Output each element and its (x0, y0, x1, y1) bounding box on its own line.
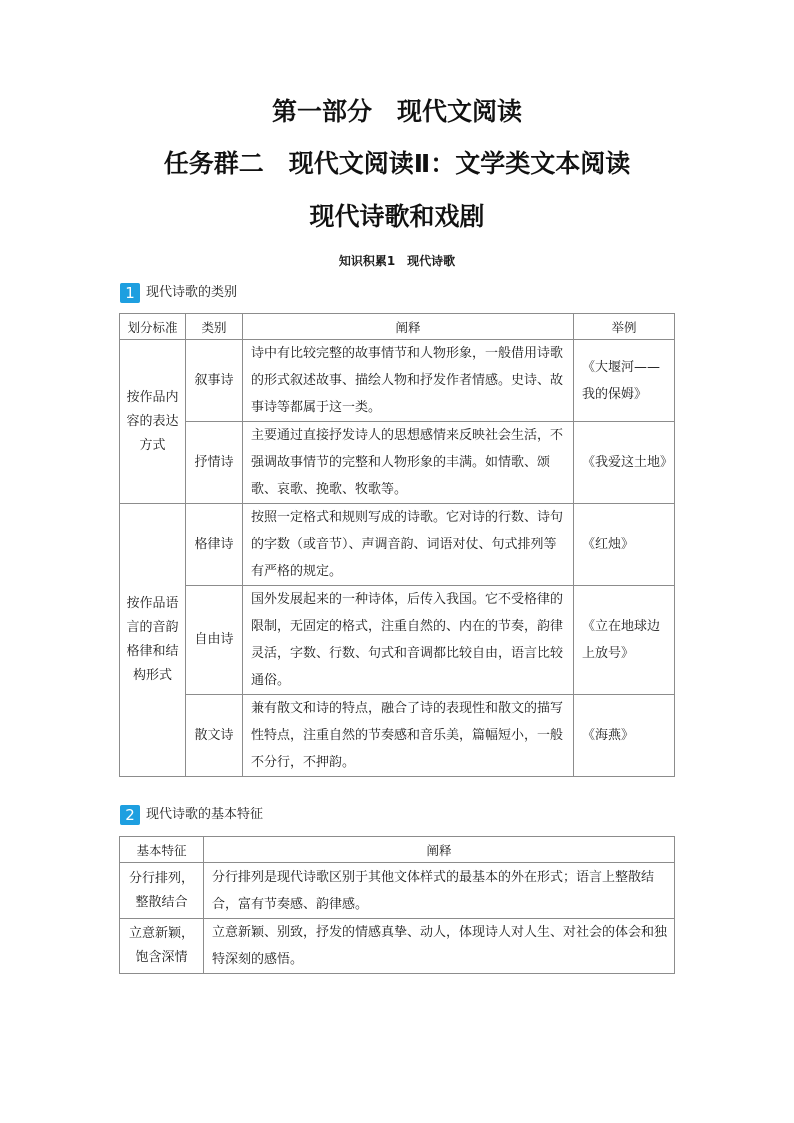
table-row (120, 504, 675, 586)
table-row (120, 586, 675, 695)
example-cell: 《大堰河——我的保姆》 (574, 340, 675, 422)
section1-title: 现代诗歌的类别 (146, 285, 238, 300)
description-cell: 主要通过直接抒发诗人的思想感情来反映社会生活，不强调故事情节的完整和人物形象的丰满。如情歌、颂歌、哀歌、挽歌、牧歌等。 (243, 422, 574, 504)
header-cell: 举例 (574, 314, 675, 340)
category-cell: 抒情诗 (186, 422, 243, 504)
criterion-cell: 按作品语言的音韵格律和结构形式 (120, 504, 186, 777)
example-cell: 《立在地球边上放号》 (574, 586, 675, 695)
description-cell: 立意新颖、别致，抒发的情感真挚、动人，体现诗人对人生、对社会的体会和独特深刻的感悟。 (204, 919, 675, 974)
section2-heading (120, 805, 263, 825)
example-cell: 《我爱这土地》 (574, 422, 675, 504)
header-cell: 阐释 (204, 837, 675, 863)
table-row (120, 340, 675, 422)
category-cell: 散文诗 (186, 695, 243, 777)
table-row (120, 863, 675, 919)
topic-title: 现代诗歌和戏剧 (309, 202, 485, 231)
category-cell: 自由诗 (186, 586, 243, 695)
header-cell: 类别 (186, 314, 243, 340)
task-group-title: 任务群二 现代文阅读Ⅱ：文学类文本阅读 (163, 149, 631, 178)
table-header-row (120, 837, 675, 863)
section1-number-badge: 1 (120, 283, 140, 303)
part-title: 第一部分 现代文阅读 (271, 97, 522, 126)
section1-heading (120, 283, 237, 303)
category-cell: 叙事诗 (186, 340, 243, 422)
description-cell: 诗中有比较完整的故事情节和人物形象，一般借用诗歌的形式叙述故事、描绘人物和抒发作者情感。史诗、故事诗等都属于这一类。 (243, 340, 574, 422)
example-cell: 《海燕》 (574, 695, 675, 777)
description-cell: 兼有散文和诗的特点，融合了诗的表现性和散文的描写性特点，注重自然的节奏感和音乐美，篇幅短小，一般不分行，不押韵。 (243, 695, 574, 777)
example-cell: 《红烛》 (574, 504, 675, 586)
header-cell: 划分标准 (120, 314, 186, 340)
header-cell: 阐释 (243, 314, 574, 340)
feature-cell: 立意新颖，饱含深情 (120, 919, 204, 974)
table-row (120, 919, 675, 974)
poetry-categories-table (119, 313, 675, 777)
header-cell: 基本特征 (120, 837, 204, 863)
poetry-features-table (119, 836, 675, 974)
table-header-row (120, 314, 675, 340)
table-row (120, 695, 675, 777)
knowledge-subtitle: 知识积累1 现代诗歌 (338, 254, 456, 268)
category-cell: 格律诗 (186, 504, 243, 586)
description-cell: 分行排列是现代诗歌区别于其他文体样式的最基本的外在形式；语言上整散结合，富有节奏感、韵律感。 (204, 863, 675, 919)
section2-number-badge: 2 (120, 805, 140, 825)
section2-title: 现代诗歌的基本特征 (146, 807, 264, 822)
table-row (120, 422, 675, 504)
description-cell: 国外发展起来的一种诗体，后传入我国。它不受格律的限制，无固定的格式，注重自然的、内在的节奏，韵律灵活，字数、行数、句式和音调都比较自由，语言比较通俗。 (243, 586, 574, 695)
description-cell: 按照一定格式和规则写成的诗歌。它对诗的行数、诗句的字数（或音节）、声调音韵、词语对仗、句式排列等有严格的规定。 (243, 504, 574, 586)
criterion-cell: 按作品内容的表达方式 (120, 340, 186, 504)
feature-cell: 分行排列，整散结合 (120, 863, 204, 919)
